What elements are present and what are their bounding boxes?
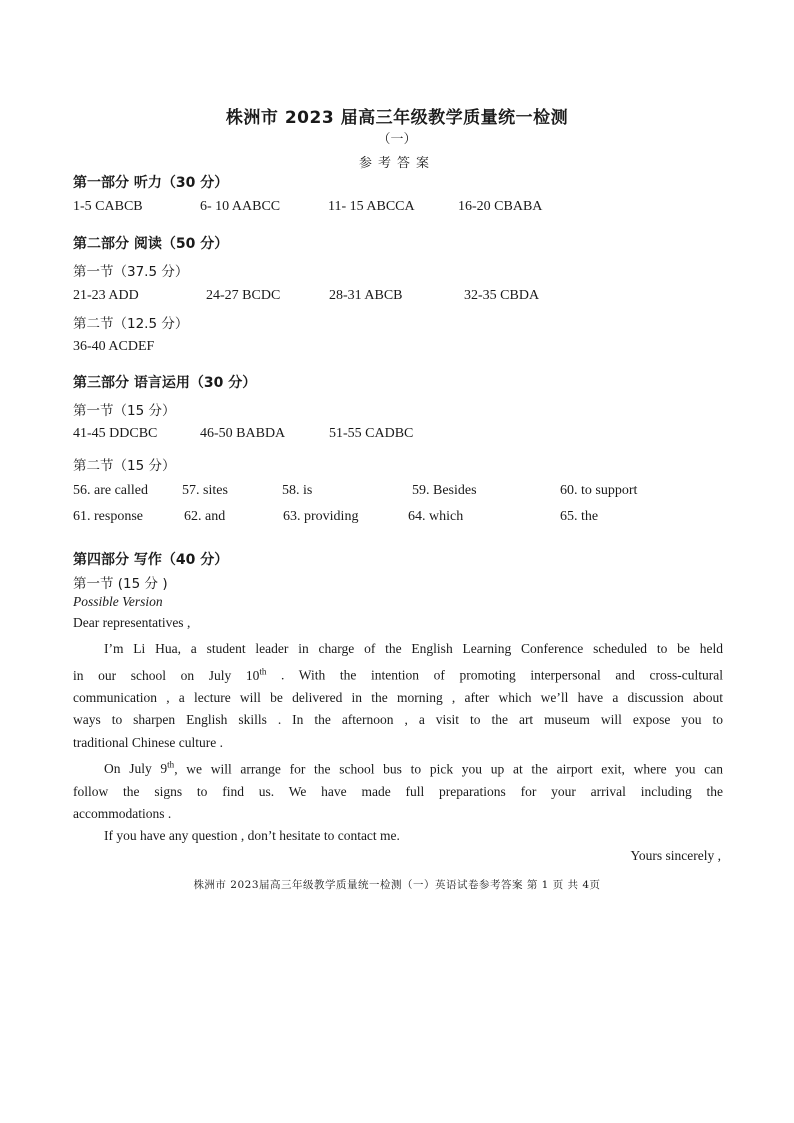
part3-answer: 65. the: [560, 509, 599, 524]
part3-answer: 59. Besides: [412, 483, 477, 498]
part1-answer: 11- 15 ABCCA: [328, 199, 415, 214]
part3-answer: 58. is: [282, 483, 313, 498]
part3-answer: 51-55 CADBC: [329, 426, 414, 441]
page-footer: 株洲市 2023届高三年级教学质量统一检测（一）英语试卷参考答案 第 1 页 共 4页: [193, 879, 601, 891]
part1-heading: 第一部分 听力（30 分）: [73, 175, 229, 191]
part2-answer: 32-35 CBDA: [464, 288, 540, 303]
part2-answer: 28-31 ABCB: [329, 288, 403, 303]
part3-sec2-label: 第二节（15 分）: [73, 458, 176, 474]
part1-answer: 16-20 CBABA: [458, 199, 543, 214]
part2-sec2-label: 第二节（12.5 分）: [73, 316, 189, 332]
part3-answer: 62. and: [184, 509, 226, 524]
letter-line: I’m Li Hua, a student leader in charge of the English Learning Conference scheduled to be held: [104, 641, 723, 656]
part4-sec1-label: 第一节 (15 分 ): [73, 576, 168, 592]
letter-line: accommodations .: [73, 806, 172, 822]
date-july-10: in our school on July 10th: [73, 666, 267, 683]
part2-answer: 36-40 ACDEF: [73, 339, 155, 354]
page-title: 株洲市 2023 届高三年级教学质量统一检测: [225, 108, 569, 128]
part3-answer: 46-50 BABDA: [200, 426, 286, 441]
closing: Yours sincerely ,: [630, 848, 721, 863]
part3-answer: 56. are called: [73, 483, 149, 498]
part3-answer: 61. response: [73, 509, 143, 524]
salutation: Dear representatives ,: [73, 615, 191, 630]
letter-line: If you have any question , don’t hesitate to contact me.: [104, 828, 400, 844]
part3-answer: 63. providing: [283, 509, 359, 524]
answer-key-label: 参考答案: [358, 156, 435, 171]
version-label: Possible Version: [73, 594, 163, 609]
part4-heading: 第四部分 写作（40 分）: [73, 552, 229, 568]
part1-answer: 6- 10 AABCC: [200, 199, 281, 214]
part2-sec1-label: 第一节（37.5 分）: [73, 264, 189, 280]
page-subtitle: （一）: [377, 132, 417, 147]
part3-answer: 57. sites: [182, 483, 228, 498]
letter-line: ways to sharpen English skills . In the afternoon , a visit to the art museum will expose you to: [73, 712, 723, 728]
part2-answer: 24-27 BCDC: [206, 288, 281, 303]
part3-answer: 60. to support: [560, 483, 638, 498]
letter-line: follow the signs to find us. We have made full preparations for your arrival including the: [73, 783, 723, 799]
letter-body: [73, 638, 723, 848]
part2-heading: 第二部分 阅读（50 分）: [73, 236, 229, 252]
part3-heading: 第三部分 语言运用（30 分）: [73, 375, 257, 391]
letter-line: in our school on July 10th . With the intention of promoting interpersonal and cross-cultural: [73, 666, 723, 683]
part3-answer: 41-45 DDCBC: [73, 426, 158, 441]
date-july-9: On July 9th: [104, 759, 175, 777]
letter-line: traditional Chinese culture .: [73, 734, 223, 750]
part3-answer: 64. which: [408, 509, 464, 524]
part2-answer: 21-23 ADD: [73, 288, 139, 303]
letter-line: On July 9th, we will arrange for the school bus to pick you up at the airport exit, where you can: [104, 759, 723, 777]
letter-line: communication , a lecture will be delivered in the morning , after which we’ll have a discussion about: [73, 690, 723, 706]
part1-answer: 1-5 CABCB: [73, 199, 143, 214]
part3-sec1-label: 第一节（15 分）: [73, 403, 176, 419]
